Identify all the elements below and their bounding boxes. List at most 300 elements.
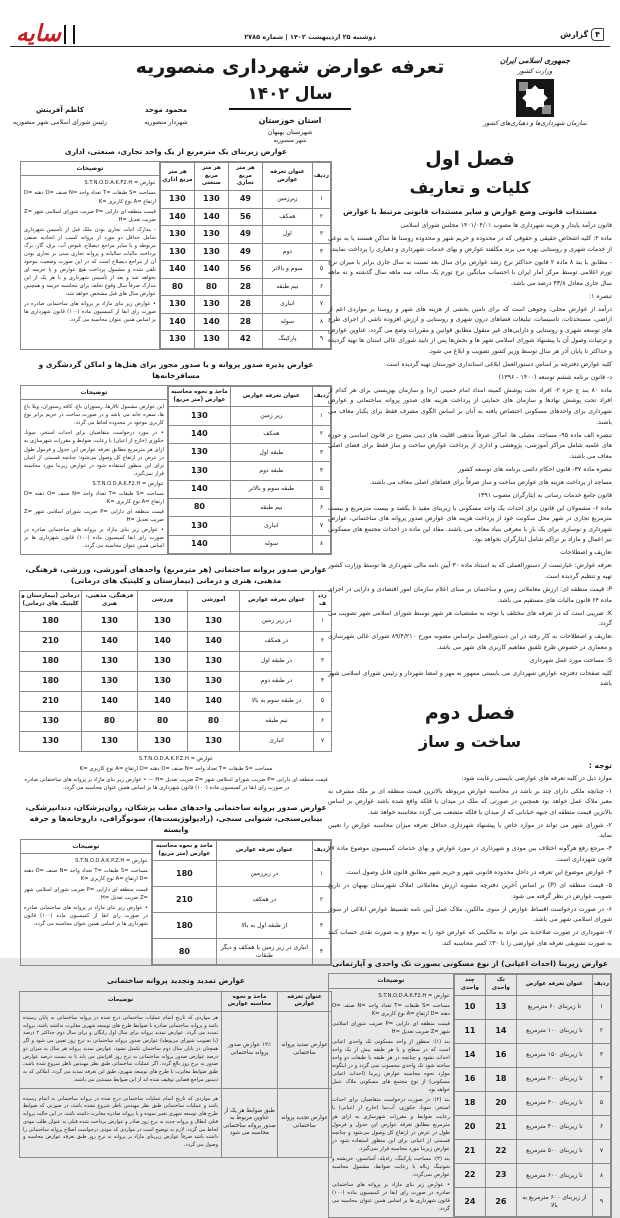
table-row — [168, 499, 330, 517]
page-number: ۴ — [591, 28, 604, 41]
table-row — [20, 711, 332, 731]
row-name: پارکینگ — [262, 331, 312, 349]
table-row — [152, 913, 330, 939]
table4 — [20, 839, 332, 966]
row-index: ۵ — [312, 480, 330, 498]
value-multi-unit: 22 — [454, 1164, 485, 1188]
value-sports: 80 — [138, 711, 188, 731]
value-single-unit: 18 — [485, 1067, 516, 1091]
row-index: ۸ — [312, 313, 330, 331]
table5-header-row — [20, 991, 332, 1011]
value-administrative: 80 — [160, 278, 194, 296]
value-educational: 130 — [188, 731, 240, 751]
note-line: قیمت منطقه ای دارایی =P ضریب شورای اسلامی شهر =Z ضریب تعدیل =H — [24, 886, 148, 901]
text-column — [328, 148, 612, 1218]
value-cultural: 130 — [82, 651, 138, 671]
note-line: مساحت =S طبقات =T تعداد واحد =N صنف =O دهنه =D ارتفاع =A نوع کاربری =K — [332, 1002, 450, 1017]
table3-grid — [19, 590, 332, 751]
row-name: دوم — [262, 243, 312, 261]
row-index: ۱ — [312, 861, 330, 887]
row-basis: طبق ضوابط هر یک از عناوین مربوط به صدور پروانه ساختمانی محاسبه می شود — [222, 1088, 278, 1157]
paragraph: تبصره الف ماده ۹۵- مساجد، مصلی ها، اماکن صرفاً مذهبی اقلیت های دینی مصرح در قانون اساسی و حوزه های علمیه شامل مراکز آموزشی، پژوهشی و اداری از پرداخت عوارض ساخت و ساز فقط برای فضای اصلی معاف می باشند. — [328, 431, 612, 460]
row-index: ۷ — [312, 517, 330, 535]
value-rate: 130 — [168, 443, 230, 461]
value-sports: 130 — [138, 671, 188, 691]
value-medical: 180 — [20, 611, 82, 631]
col-header: عنوان تعرفه عوارض — [240, 591, 314, 611]
table-row — [168, 407, 330, 425]
signatory-name: کاظم آفرینش — [36, 106, 84, 114]
attention-label: توجه : — [588, 760, 612, 770]
row-index: ۲ — [312, 887, 330, 913]
note-paragraph: موارد ذیل در کلیه تعرفه های عوارضی بایستی رعایت شود: — [461, 774, 612, 782]
value-industrial: 140 — [194, 313, 228, 331]
row-name: طبقه سوم و بالاتر — [230, 480, 312, 498]
row-index: ۶ — [312, 499, 330, 517]
value-commercial: 49 — [228, 191, 262, 209]
table-row — [454, 1164, 610, 1188]
row-name: تا زیربنای ۱۵۰ مترمربع — [516, 1043, 592, 1067]
paragraph: - مطابق با بند ۸ ماده ۲ قانون حداکثر نرخ رشد عوارض برای سال بعد نسبت به سال جاری برابر با میزان نرخ تورم اعلامی توسط مرکز آمار ایران با احتساب میانگین نرخ تورم یک ساله، سه ماهه سال گذشته و نه ماهه سال جاری معادل ۴۳/۸ درصد می باشد. — [328, 258, 612, 287]
table-row — [160, 226, 330, 244]
row-index: ۳ — [312, 913, 330, 939]
row-index: ۱ — [312, 191, 330, 209]
value-educational: 140 — [188, 631, 240, 651]
table-row — [160, 243, 330, 261]
value-rate: 210 — [152, 887, 216, 913]
value-industrial: 130 — [194, 296, 228, 314]
row-index: ۵ — [592, 1091, 610, 1115]
table6-notes — [329, 974, 454, 1217]
table-row — [160, 296, 330, 314]
value-industrial: 130 — [194, 243, 228, 261]
document-year: سال ۱۴۰۲ — [229, 81, 350, 110]
col-header: عنوان تعرفه عوارض — [262, 163, 312, 191]
note-paragraph: ۴- عوارض موضوع این تعرفه در داخل محدوده قانونی شهر و حریم شهر مطابق قانون قابل وصول است. — [345, 869, 612, 876]
row-name: از زیربنای ۶۰۰ مترمربع به بالا — [516, 1188, 592, 1217]
value-cultural: 140 — [82, 691, 138, 711]
notes-header: توضیحات — [21, 386, 167, 400]
paragraph: ماده ۶- مشمولان این قانون برای احداث یک واحد مسکونی با زیربنای مفید تا یکصد و بیست مترمربع و بیست مترمربع تجاری در شهر محل سکونت خود از پرداخت هزینه های عوارض صدور پروانه های ساختمانی، عوارض شهرداری و نوسازی برای یک بار با معرفی بنیاد معاف می باشند. مفاد این ماده در احداث مجتمع های مسکونی نیز اعمال و مازاد بر تراکم شامل ایثارگران نخواهد بود. — [328, 504, 612, 544]
col-header: ردیف — [314, 591, 332, 611]
value-rate: 140 — [168, 480, 230, 498]
row-name: سوم و بالاتر — [262, 261, 312, 279]
value-multi-unit: 20 — [454, 1115, 485, 1139]
emblem-line3: سازمان شهرداری‌ها و دهیاری‌های کشور — [483, 120, 587, 127]
note-line: مساحت =S طبقات =T تعداد واحد =N صنف =O دهنه =D ارتفاع =A نوع کاربری =K — [24, 868, 148, 883]
chapter1-title: فصل اول — [425, 148, 515, 170]
value-rate: 180 — [152, 861, 216, 887]
col-header: ماخذ و نحوه محاسبه عوارض — [222, 991, 278, 1011]
value-industrial: 130 — [194, 226, 228, 244]
row-index: ۹ — [592, 1188, 610, 1217]
value-administrative: 140 — [160, 261, 194, 279]
note-paragraph: ۶- در صورت درخواست اقساط عوارض از سوی مالکین، ملاک عمل آیین نامه تقسیط عوارض ابلاغی از سوی شورای اسلامی شهر می باشد. — [328, 905, 612, 924]
table6 — [328, 973, 612, 1218]
value-medical: 130 — [20, 731, 82, 751]
table-row — [160, 313, 330, 331]
table-row — [152, 861, 330, 887]
row-name: در طبقه سوم به بالا — [240, 691, 314, 711]
paragraph: تعاریف و اصطلاحات — [560, 549, 612, 557]
value-sports: 130 — [138, 611, 188, 631]
row-index: ۳ — [314, 651, 332, 671]
value-administrative: 130 — [160, 296, 194, 314]
row-index: ۸ — [592, 1164, 610, 1188]
paragraph: کلیه عوارض دفترچه بر اساس دستورالعمل ابلاغی استانداری خوزستان تهیه گردیده است. — [384, 360, 612, 368]
table-row — [454, 1019, 610, 1043]
note-line: • عوارض زیر بنای مازاد بر پروانه های ساختمانی صادره در صورت رای ابقا کمیسیون ماده (۱۰۰) قانون شهرداری ها بر اساس همین عنوان محاسبه می گردد. — [24, 527, 164, 550]
value-sports: 130 — [138, 731, 188, 751]
table2-header-row — [168, 386, 330, 406]
table1-header-row — [160, 163, 330, 191]
row-name: تا زیربنای ۲۰۰ مترمربع — [516, 1067, 592, 1091]
value-industrial: 140 — [194, 261, 228, 279]
chapter1-heading: مستندات قانونی وضع عوارض و سایر مستندات قانونی مرتبط با عوارض — [343, 207, 597, 216]
col-header: ورزشی — [138, 591, 188, 611]
note-line: • در مورد درخواست متقاضیان برای احداث استخر، سونا، جکوزی (خارج از اعیان) با رعایت ضوابط و مقررات شهرسازی به ازای هر مترمربع مطابق تعرفه عوارض این جدول و فرمول طول در عرض در ارتفاع کل وصول می‌شود؛ چنانچه قسمتی از اعیان برای این منظور استفاده شود در عوارض زیربنا مورد محاسبه قرار نمی‌گیرد. — [24, 430, 164, 477]
tables-column — [20, 146, 332, 1158]
table-row — [454, 1139, 610, 1163]
table6-header-row — [454, 975, 610, 995]
row-name: همکف — [262, 208, 312, 226]
table-row — [152, 887, 330, 913]
municipalities-org-logo-icon — [516, 79, 554, 117]
row-index: ۸ — [312, 535, 330, 553]
col-header: فرهنگی، مذهبی، هنری — [82, 591, 138, 611]
note-line: قیمت منطقه ای دارایی =P ضریب شورای اسلامی شهر =Z ضریب تعدیل =H — [24, 208, 156, 223]
county-label: شهرستان بهبهان — [267, 128, 313, 136]
value-rate: 140 — [168, 425, 230, 443]
note-line: عوارض = S.T.N.O.D.A.K.F2.H — [378, 992, 450, 999]
value-multi-unit: 24 — [454, 1188, 485, 1217]
signatory-role: شهردار منصوریه — [144, 119, 188, 126]
note-line: عوارض = S.T.N.O.D.A.K.P.Z.H — [75, 858, 148, 865]
row-index: ۷ — [312, 296, 330, 314]
table-row — [454, 1188, 610, 1217]
row-basis: ۱۲٪ عوارض صدور پروانه ساختمانی — [222, 1011, 278, 1088]
row-note: هر مواردی که تاریخ اتمام عملیات ساختمانی درج شده در پروانه ساختمانی به اتمام رسیده باشد و عملیات ساختمانی طبق نظر مهندس ناظر شروع نشده باشد، در صورتی که ضوابط طرح های توسعه شهری تغییر نموده و با پروانه صادره مغایرت داشته باشد، در این حالت پروانه قبلی ابطال و پروانه جدید به نرخ روز صادر و عوارض پرداخت شده قبلی به عنوان طلب مودی لحاظ می گردد. لازم به توضیح است در مواردی که مودی درخواست اصلاح پروانه ساختمانی را داشته باشد صرفاً عوارض زیربنای مازاد بر پروانه به نرخ روز طبق تعرفه عوارض محاسبه و وصول می گردد. — [20, 1088, 222, 1157]
table-row — [168, 462, 330, 480]
table-row — [160, 331, 330, 349]
row-name: تا زیربنای ۱۰۰ مترمربع — [516, 1019, 592, 1043]
col-header: ردیف — [312, 386, 330, 406]
row-name: عوارض تمدید پروانه ساختمانی — [278, 1011, 332, 1088]
table-row — [20, 1011, 332, 1088]
table-row — [152, 939, 330, 965]
note-paragraph: ۷- شهرداری در صورت صلاحدید می تواند به مالکینی که عوارض خود را به موقع و به صورت نقدی حساب کنند به صورت تشویقی تعرفه های عوارضی را تا ۳۰٪ کسر محاسبه کند. — [328, 929, 612, 947]
value-sports: 140 — [138, 631, 188, 651]
note-paragraph: ۱- چنانچه ملکی دارای چند بر باشد در محاسبه عوارض مربوطه بالاترین قیمت منطقه ای بر ملک مشرف به معبر ملاک عمل خواهد بود همچنین در صورتی که ملک در میدان یا فلکه واقع شده باشد عوارض بر اساس بالاترین قیمت منطقه ای جبهه خیابانی که از میدان یا فلکه منشعب می گردد محاسبه خواهد شد. — [328, 787, 612, 816]
value-industrial: 130 — [194, 331, 228, 349]
header-rule — [10, 46, 610, 47]
col-header: عنوان تعرفه عوارض — [230, 386, 312, 406]
document-title-block — [90, 56, 490, 144]
value-cultural: 130 — [82, 731, 138, 751]
table6-title: عوارض زیربنا (احداث اعیانی) از نوع مسکونی بصورت تک واحدی و آپارتمانی — [332, 959, 608, 969]
table5-title: عوارض تمدید وتجدید پروانه ساختمانی — [107, 976, 245, 986]
table-row — [454, 995, 610, 1019]
value-sports: 140 — [138, 691, 188, 711]
row-index: ۶ — [314, 711, 332, 731]
row-name: زیرزمین — [262, 191, 312, 209]
col-header: هر متر مربع صنعتی — [194, 163, 228, 191]
chapter1-subtitle: کلیات و تعاریف — [409, 178, 531, 197]
value-rate: 140 — [168, 535, 230, 553]
note-line: عوارض = S.T.N.O.D.A.K.F2.H — [92, 480, 164, 487]
value-single-unit: 14 — [485, 1019, 516, 1043]
note-line: • عوارض زیر بنای مازاد بر پروانه های ساختمانی صادره در صورت رای ابقا در کمیسیون ماده (۱۰۰) قانون شهرداری ها بر اساس همین عنوان محاسبه می گردد. — [332, 1182, 450, 1213]
row-name: در همکف — [240, 631, 314, 651]
table1-title: عوارض زیربنای یک مترمربع از یک واحد تجاری، صنعتی، اداری — [64, 147, 288, 156]
table4-notes — [21, 840, 152, 965]
row-name: طبقه دوم — [230, 462, 312, 480]
value-multi-unit: 21 — [454, 1139, 485, 1163]
value-commercial: 49 — [228, 243, 262, 261]
note-line: بند (۱): منظور از واحد مسکونی تک واحدی اعیانی است که در سطح و یا هر طبقه بیش از یک واحد احداث نشود و چنانچه در هر طبقه یا طبقات دو واحد ساخته شود تک واحدی محسوب نمی گردد و در اینگونه موارد نحوه محاسبه عوارض زیربنا (احداث اعیانی مسکونی) از نوع مجتمع های مسکونی ملاک عمل خواهد بود. — [332, 1038, 450, 1094]
row-name: نیم طبقه — [230, 499, 312, 517]
table4-grid — [152, 840, 331, 965]
chapter2-title: فصل دوم — [424, 701, 516, 724]
row-name: انباری — [230, 517, 312, 535]
value-commercial: 56 — [228, 208, 262, 226]
chapter2-notes — [328, 774, 612, 949]
note-paragraph: ۵- قیمت منطقه ای (P) بر اساس آخرین دفترچه مصوبه ارزش معاملاتی املاک شهرستان بهبهان در تاریخ تصویب عوارض در نظر گرفته می شود. — [328, 882, 612, 900]
row-index: ۲ — [314, 631, 332, 651]
value-multi-unit: 16 — [454, 1067, 485, 1091]
signatures — [12, 106, 214, 126]
note-line: بند (۲): در صورت درخواست متقاضیان برای احداث استخر، سونا، جکوزی، آب‌نما (خارج از اعیانی) با رعایت ضوابط و مقررات شهرسازی به ازای هر مترمربع مطابق تعرفه عوارض این جدول و فرمول طول در عرض در ارتفاع کل وصول می‌شود و چنانچه قسمتی از اعیانی برای این منظور استفاده شود در عوارض زیربنا مورد محاسبه قرار نمی‌گیرد. — [332, 1097, 450, 1152]
col-header: ردیف — [312, 163, 330, 191]
paragraph: تعاریف و اصطلاحات به کار رفته در این دستورالعمل براساس مصوبه مورخ ۸۹/۴/۲۱۰ شورای عالی شهرسازی و معماری در خصوص طرح تلفیق مفاهیم کاربری های شهر می باشد. — [328, 633, 612, 651]
row-index: ۵ — [312, 261, 330, 279]
note-line: این عوارض مشمول تالارها، رستوران باغ، کافه رستوران، ویلا باغ ها، سفره خانه می باشد و در صورت ساخت در حریم برابر نوع کاربری موجود در محدوده لحاظ می گردد. — [24, 404, 164, 427]
col-header: هر متر مربع اداری — [160, 163, 194, 191]
value-administrative: 130 — [160, 191, 194, 209]
city-label: شهر منصوریه — [273, 138, 307, 144]
row-name: تا زیربنای ۶۰ مترمربع — [516, 995, 592, 1019]
table1 — [20, 161, 332, 350]
value-rate: 180 — [152, 913, 216, 939]
chapter1-paragraphs — [328, 221, 612, 690]
logo-bars-icon — [64, 25, 75, 44]
value-educational: 130 — [188, 611, 240, 631]
value-administrative: 130 — [160, 243, 194, 261]
signatory-role: رئیس شورای اسلامی شهر منصوریه — [12, 119, 108, 126]
value-commercial: 28 — [228, 313, 262, 331]
table5-grid — [19, 991, 332, 1158]
row-index: ۳ — [312, 226, 330, 244]
value-single-unit: 22 — [485, 1139, 516, 1163]
date-line: دوشنبه ۲۵ اردیبهشت ۱۴۰۲ | شماره ۲۷۸۵ — [244, 33, 376, 41]
notes-header: توضیحات — [329, 974, 453, 988]
signatory — [118, 106, 214, 126]
value-cultural: 130 — [82, 671, 138, 691]
value-administrative: 140 — [160, 208, 194, 226]
value-commercial: 28 — [228, 278, 262, 296]
row-name: تا زیربنای ۴۰۰ مترمربع — [516, 1115, 592, 1139]
value-educational: 140 — [188, 691, 240, 711]
row-name: در طبقه دوم — [240, 671, 314, 691]
value-multi-unit: 14 — [454, 1043, 485, 1067]
paragraph: K: ضریبی است که در تعرفه های مختلف با توجه به مقتضیات هر شهر توسط شورای اسلامی شهر تصویب می گردد. — [328, 609, 612, 628]
value-rate: 80 — [152, 939, 216, 965]
table3-header-row — [20, 591, 332, 611]
value-commercial: 56 — [228, 261, 262, 279]
table1-grid — [160, 162, 331, 349]
table-row — [20, 1088, 332, 1157]
paragraph: قانون درآمد پایدار و هزینه شهرداری ها مصوب ۱۴۰۱/۰۴/۰۱ مجلس شورای اسلامی — [400, 222, 612, 229]
table4-title: عوارض صدور پروانه ساختمانی واحدهای مطب پزشکان، روان‌پزشکان، دندانپزشکی، بینایی‌سنجی، شنوایی سنجی، (رادیولوژیست‌ها)، سونوگرافی، داروخانه‌ها و حرفه وابسته — [25, 802, 327, 834]
row-index: ۱ — [592, 995, 610, 1019]
note-paragraph: ۲- شورای شهر می تواند در موارد خاص با پیشنهاد شهرداری حداقل تعرفه میزان محاسبه عوارض را تعیین نماید. — [328, 821, 612, 840]
value-industrial: 140 — [194, 208, 228, 226]
note-line: • عوارض زیر بنای مازاد بر پروانه های ساختمانی صادره در صورت رای ابقا از کمیسیون ماده (۱۰۰) قانون شهرداری ها بر اساس همین عنوان محاسبه می گردد. — [24, 904, 148, 927]
note-line: بند (۳): مساحت پارکینگ، راه‌پله، آسانسور، خرپشته و شوتینگ زباله با رعایت ضوابط، مشمول محاسبه عوارض نمی‌گردد. — [332, 1155, 450, 1178]
note-line: قیمت منطقه ای دارایی =P ضریب شورای اسلامی شهر =Z ضریب تعدیل =H — [332, 1020, 450, 1035]
paragraph: قانون جامع خدمات رسانی به ایثارگران مصوب ۱۳۹۱ — [477, 491, 612, 499]
footnote-line: مساحت =S طبقات =T تعداد واحد =N صنف =O دهنه =D ارتفاع =A نوع کاربری =K — [79, 766, 273, 773]
paragraph: کلیه صفحات دفترچه عوارض شهرداری می بایستی ممهور به مهر و امضا شهردار و رئیس شورای اسلامی شهر باشد — [328, 669, 612, 688]
table-row — [168, 517, 330, 535]
table-row — [20, 611, 332, 631]
value-medical: 210 — [20, 631, 82, 651]
row-name: تا زیربنای ۳۰۰ مترمربع — [516, 1091, 592, 1115]
row-name: انباری در زیر زمین یا همکف و دیگر طبقات — [216, 939, 312, 965]
col-header: عنوان تعرفه عوارض — [516, 975, 592, 995]
value-industrial: 80 — [194, 278, 228, 296]
note-line: عوارض = S.T.N.O.D.A.K.F2.H — [84, 180, 156, 187]
value-administrative: 130 — [160, 331, 194, 349]
table2-title: عوارض پذیره صدور پروانه و یا صدور مجوز برای هتل‌ها و اماکن گردشگری و مسافرخانه‌ها — [38, 359, 314, 380]
table-row — [160, 208, 330, 226]
value-rate: 130 — [168, 517, 230, 535]
col-header: آموزشی — [188, 591, 240, 611]
table-row — [168, 443, 330, 461]
col-header: ردیف — [312, 841, 330, 861]
paragraph: تعرفه عوارض: عبارتست از دستورالعملی که به استناد ماده ۳۰ آیین نامه مالی شهرداری ها توسط وزارت کشور تهیه و تنظیم گردیده است. — [328, 562, 612, 580]
emblem-line2: وزارت کشور — [517, 67, 553, 75]
row-index: ۹ — [312, 331, 330, 349]
note-paragraph: ۳- مرجع رفع هرگونه اختلاف بین مودی و شهرداری در مورد عوارض و بهای خدمات کمیسیون موضوع ماده ۷۷ قانون شهرداری است. — [328, 845, 612, 863]
row-index: ۱ — [314, 611, 332, 631]
value-administrative: 140 — [160, 313, 194, 331]
value-cultural: 140 — [82, 631, 138, 651]
paragraph: P: قیمت منطقه ای: ارزش معاملاتی زمین و ساختمان بر مبنای اعلام سازمان امور اقتصادی و دارایی در اجرای ماده ۶۴ قانون مالیات های مستقیم می باشد. — [328, 585, 612, 604]
signatory — [12, 106, 108, 126]
row-index: ۲ — [312, 208, 330, 226]
value-administrative: 130 — [160, 226, 194, 244]
value-single-unit: 16 — [485, 1043, 516, 1067]
value-commercial: 28 — [228, 296, 262, 314]
value-multi-unit: 18 — [454, 1091, 485, 1115]
paragraph: مساجد از پرداخت هزینه های عوارض ساخت و ساز صرفاً برای فضاهای اصلی معاف می باشند. — [369, 478, 612, 486]
row-index: ۳ — [312, 443, 330, 461]
table-row — [454, 1043, 610, 1067]
notes-header: توضیحات — [21, 162, 159, 176]
province-label: استان خوزستان — [258, 116, 322, 125]
table2-grid — [168, 386, 331, 554]
value-educational: 130 — [188, 651, 240, 671]
value-single-unit: 23 — [485, 1164, 516, 1188]
row-name: سوله — [230, 535, 312, 553]
row-name: سوله — [262, 313, 312, 331]
value-single-unit: 21 — [485, 1115, 516, 1139]
row-name: نیم طبقه — [240, 711, 314, 731]
value-rate: 130 — [168, 462, 230, 480]
value-medical: 180 — [20, 671, 82, 691]
row-name: در طبقه اول — [240, 651, 314, 671]
row-index: ۳ — [592, 1043, 610, 1067]
paragraph: S: مساحت مورد عمل شهرداری — [529, 656, 612, 664]
row-index: ۷ — [314, 731, 332, 751]
row-index: ۴ — [592, 1067, 610, 1091]
section-label: گزارش — [560, 30, 589, 39]
paragraph: ماده ۸۰ بند چ جزء ۲- افراد تحت پوشش کمیته امداد امام خمینی (ره) و سازمان بهزیستی برای هر کدام از افراد تحت پوشش نهادها و سازمان های حمایتی از پرداخت هزینه های صدور پروانه ساختمانی و عوارض شهرداری برای واحدهای مسکونی اختصاص یافته به آنان بر اساس الگوی مصرف فقط برای یکبار معاف می باشند. — [328, 386, 612, 426]
value-single-unit: 13 — [485, 995, 516, 1019]
document-title: تعرفه عوارض شهرداری منصوریه — [135, 56, 445, 78]
row-index: ۲ — [592, 1019, 610, 1043]
table-row — [20, 731, 332, 751]
row-name: همکف — [230, 425, 312, 443]
row-name: در زیر زمین — [240, 611, 314, 631]
notes-header: توضیحات — [21, 840, 151, 854]
row-name: از طبقه اول به بالا — [216, 913, 312, 939]
col-header: درمانی (بیمارستان و کلینیک های درمانی) — [20, 591, 82, 611]
table2-notes — [21, 386, 168, 554]
row-index: ۲ — [312, 425, 330, 443]
table-row — [160, 191, 330, 209]
table4-header-row — [152, 841, 330, 861]
value-medical: 210 — [20, 691, 82, 711]
value-rate: 80 — [168, 499, 230, 517]
row-name: انباری — [240, 731, 314, 751]
footnote-line: عوارض = S.T.N.O.D.A.K.P.Z.H — [138, 755, 214, 762]
note-line: • عوارض زیر بنای مازاد بر پروانه های ساختمانی صادره در صورت رای ابقا از کمیسیون ماده (۱۰۰) قانون شهرداری ها بر اساس همین عنوان محاسبه می گردد. — [24, 301, 156, 324]
paragraph: درآمد از عوارض محلی: وجوهی است که برای تامین بخشی از هزینه های شهر و روستا بر مواردی اعم از اراضی، مستحدثات، تاسیسات، تبلیغات فضاهای درون شهری و روستایی و ارزش افزوده ناشی از اجرای طرح های توسعه شهری و روستایی و دارایی‌های غیر منقول مطابق قوانین و مقررات وضع می گردد. عناوین عوارض و ترتیبات وصول آن با پیشنهاد شورای اسلامی شهر ها و بخش‌ها پس از تایید شورای عالی استان ها تهیه گردیده و حداکثر تا پایان آذر هر سال توسط وزیر کشور تصویب و ابلاغ می شود. — [328, 305, 612, 355]
chapter2-subtitle: ساخت و ساز — [418, 731, 522, 751]
signatory-name: محمود موحد — [144, 106, 188, 114]
value-medical: 130 — [20, 711, 82, 731]
col-header: ردیف — [592, 975, 610, 995]
row-name: زیر زمین — [230, 407, 312, 425]
row-name: طبقه اول — [230, 443, 312, 461]
table-row — [160, 278, 330, 296]
table3-footnotes — [24, 755, 328, 793]
row-index: ۴ — [312, 939, 330, 965]
value-medical: 180 — [20, 651, 82, 671]
value-cultural: 80 — [82, 711, 138, 731]
value-industrial: 130 — [194, 191, 228, 209]
emblem-line1: جمهوری اسلامی ایران — [499, 56, 571, 65]
col-header: تک واحدی — [485, 975, 516, 995]
value-educational: 80 — [188, 711, 240, 731]
note-line: قیمت منطقه ای دارایی =P ضریب شورای اسلامی شهر =Z ضریب تعدیل =H — [24, 508, 164, 523]
value-commercial: 42 — [228, 331, 262, 349]
table-row — [454, 1091, 610, 1115]
value-rate: 130 — [168, 407, 230, 425]
row-index: ۷ — [592, 1139, 610, 1163]
col-header: ماخذ و نحوه محاسبه عوارض (متر مربع) — [168, 386, 230, 406]
value-single-unit: 26 — [485, 1188, 516, 1217]
row-index: ۴ — [314, 671, 332, 691]
value-educational: 130 — [188, 671, 240, 691]
row-name: تا زیربنای ۶۰۰ مترمربع — [516, 1164, 592, 1188]
note-line: - مدارک اثبات تجاری بودن ملک قبل از تأسیس شهرداری شامل حداقل دو مورد از پروانه کسب از اتحادیه صنفی مربوطه و یا سایر مراجع ذیصلاح، قبوض آب، برق، گاز، برگ پرداخت مالیات سالیانه و پروانه تجاری مبنی بر تجاری بودن آن از مراجع ذیصلاح است که در این صورت وضعیت موجود تلقی شده و مشمول پرداخت هیچ عوارض و یا جریمه ای نخواهد شد و بعد از تأسیس شهرداری و با هر یک از این مدارک صرفاً سال وقوع تخلف برای محاسبه جریمه و همچنین عوارض سال های قبل مشخص خواهد شد. — [24, 226, 156, 298]
row-index: ۴ — [312, 243, 330, 261]
col-header: عنوان تعرفه عوارض — [278, 991, 332, 1011]
table-row — [454, 1115, 610, 1139]
